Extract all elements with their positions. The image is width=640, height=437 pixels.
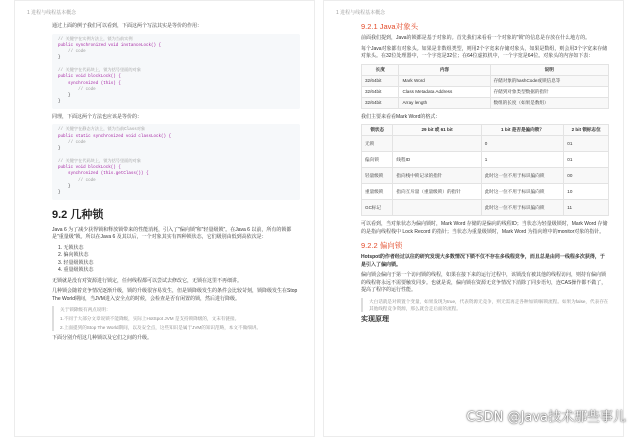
table-cell: 10 xyxy=(564,184,609,200)
table-cell: 0 xyxy=(481,136,564,152)
no-lock-paragraph: 无锁就是没有对资源进行锁定，任何线程都可以尝试去修改它，无锁在这里不再细讲。 xyxy=(52,277,243,284)
table-cell: 重量级锁 xyxy=(362,184,393,200)
code-line: } xyxy=(58,184,71,189)
watermark: CSDN @Java技术那些事儿 xyxy=(466,410,626,425)
table-cell: Mark Word xyxy=(399,75,490,86)
biased-lock-note xyxy=(361,298,609,312)
code-line: synchronized (this.getClass()) { xyxy=(58,172,149,177)
mid-paragraph: 同理，下面这两个方法也应该是等价的： xyxy=(52,113,143,120)
lock-state-list xyxy=(58,245,300,275)
code-line: } xyxy=(58,100,61,105)
page-header: 1 进程与线程基本概念 xyxy=(27,10,77,16)
code-line: public void blockLock() { xyxy=(58,166,121,171)
table-row xyxy=(362,152,609,168)
quote-line: 1.不同于大部分文章说锁不能降级，实际上HotSpot JVM 是支持锁降级的，文末有链接。 xyxy=(60,316,240,322)
table-header: 29 bit 或 61 bit xyxy=(393,125,481,136)
biased-lock-intro: Hotspot的作者经过以往的研究发现大多数情况下锁不仅不存在多线程竞争，而且总是由同一线程多次获得，于是引入了偏向锁。 xyxy=(361,254,605,268)
code-line: // code xyxy=(58,178,96,183)
quote-line: 2.上面提到的Stop The World期间，以及安全点，这些知识是属于JVM的知识范畴，本文不做细讲。 xyxy=(60,325,261,331)
table-header: 长度 xyxy=(362,64,399,75)
table-row xyxy=(362,168,609,184)
code-line: // code xyxy=(58,87,96,92)
table-cell: 指向互斥量（重量级锁）的指针 xyxy=(393,184,481,200)
table-cell: 指向栈中锁记录的指针 xyxy=(393,168,481,184)
table-cell: 轻量级锁 xyxy=(362,168,393,184)
table-cell: 01 xyxy=(564,152,609,168)
code-line: // 关键字在实例方法上，锁为当前实例 xyxy=(58,37,133,42)
object-header-desc: 每个Java对象都有对象头。如果是非数组类型，则用2个字宽来存储对象头，如果是数组，则会用3个字宽来存储对象头。在32位处理器中，一个字宽是32位；在64位虚拟机中，一个字宽是64位。对象头的内容如下表： xyxy=(361,45,608,59)
right-page-content xyxy=(361,17,609,326)
table-header: 说明 xyxy=(490,64,608,75)
code-line: // code xyxy=(58,140,86,145)
page-header: 1 进程与线程基本概念 xyxy=(336,10,386,16)
table-cell: 偏向锁 xyxy=(362,152,393,168)
section-title: 9.2 几种锁 xyxy=(52,208,104,221)
table-row xyxy=(362,200,609,216)
table-cell: 1 xyxy=(481,152,564,168)
code-block-class xyxy=(52,124,300,199)
list-item: 3. 轻量级锁状态 xyxy=(58,259,94,266)
object-header-table xyxy=(361,64,609,109)
table-cell: 此时这一位不用于标识偏向锁 xyxy=(481,168,564,184)
code-line: } xyxy=(58,147,61,152)
subsection-title-biased-lock: 9.2.2 偏向锁 xyxy=(361,241,403,250)
table-row xyxy=(362,136,609,152)
table-cell: GC标记 xyxy=(362,200,393,216)
table-cell: 数组的长度（如果是数组） xyxy=(490,97,608,108)
code-line: public static synchronized void classLock() { xyxy=(58,134,172,139)
mark-word-intro: 我们主要来看看Mark Word的格式： xyxy=(361,113,441,120)
downgrade-note xyxy=(52,306,300,331)
mark-word-explain: 可以看到，当对象状态为偏向锁时，Mark Word 存储的是偏向的线程ID；当状态为轻量级锁时，Mark Word 存储的是指向线程栈中 Lock Record 的指针；当状态为重量级锁时，Mark Word 为指向堆中的monitor对象的指针。 xyxy=(361,221,608,235)
table-header: 锁状态 xyxy=(362,125,393,136)
code-line: } xyxy=(58,94,71,99)
table-row xyxy=(362,86,609,97)
code-line: } xyxy=(58,191,61,196)
code-line: synchronized (this) { xyxy=(58,81,121,86)
table-cell: 32/64bit xyxy=(362,86,399,97)
list-item: 4. 重量级锁状态 xyxy=(58,267,94,274)
table-cell: Class Metadata Address xyxy=(399,86,490,97)
code-line: public synchronized void instanceLock() { xyxy=(58,43,162,48)
table-row xyxy=(362,184,609,200)
impl-principle-title: 实现原理 xyxy=(361,315,389,323)
table-header: 2 bit 锁标志位 xyxy=(564,125,609,136)
table-cell: 此时这一位不用于标识偏向锁 xyxy=(481,184,564,200)
table-header: 1 bit 是否是偏向锁？ xyxy=(481,125,564,136)
table-header: 内容 xyxy=(399,64,490,75)
list-item: 2. 偏向锁状态 xyxy=(58,252,89,259)
lock-intro-paragraph: Java 6 为了减少获得锁和释放锁带来的性能消耗，引入了"偏向锁"和"轻量级锁"。在Java 6 以前，所有的锁都是"重量级"锁。所以在Java 6 及其以后，一个对象其实有四种锁状态，它们级别由低到高依次是： xyxy=(52,226,292,241)
left-page-content xyxy=(52,23,300,346)
table-cell: 00 xyxy=(564,168,609,184)
code-line: // 关键字在静态方法上，锁为当前Class对象 xyxy=(58,128,146,133)
table-cell: 11 xyxy=(564,200,609,216)
table-cell: 存储对象的hashCode或锁信息等 xyxy=(490,75,608,86)
code-line: // 关键字在代码块上，锁为括号里面的对象 xyxy=(58,68,141,73)
quote-title: 关于锁降级有两点说明： xyxy=(60,307,111,313)
table-cell: Array length xyxy=(399,97,490,108)
table-cell: 线程ID xyxy=(393,152,481,168)
biased-lock-desc: 偏向锁会偏向于第一个访问锁的线程，如果在接下来的运行过程中，该锁没有被其他的线程访问，则持有偏向锁的线程将永远不需要触发同步。也就是说，偏向锁在资源无竞争情况下消除了同步语句，连CAS操作都不做了，提高了程序的运行性能。 xyxy=(361,272,607,293)
left-page xyxy=(14,0,315,437)
lock-upgrade-paragraph: 几种锁会随着竞争情况逐渐升级，锁的升级很容易发生，但是锁降级发生的条件会比较苛刻，锁降级发生在Stop The World期间，当JVM进入安全点的时候，会检查是否有闲置的锁，然后进行降级。 xyxy=(52,288,298,302)
code-line: // code xyxy=(58,50,86,55)
table-cell: 32/64bit xyxy=(362,97,399,108)
code-line: public void blockLock() { xyxy=(58,75,121,80)
closing-paragraph: 下面分别介绍这几种锁以及它们之间的升级。 xyxy=(52,335,153,342)
table-cell: 此时这一位不用于标识偏向锁 xyxy=(481,200,564,216)
table-cell xyxy=(393,136,481,152)
table-cell xyxy=(393,200,481,216)
mark-word-table xyxy=(361,124,609,216)
object-header-intro: 前面我们提到，Java的锁都是基于对象的。首先我们来看看一个对象的"锁"的信息是存放在什么地方的。 xyxy=(361,35,591,41)
code-line: } xyxy=(58,56,61,61)
table-cell: 32/64bit xyxy=(362,75,399,86)
code-block-instance xyxy=(52,34,300,109)
list-item: 1. 无锁状态 xyxy=(58,244,84,251)
table-row xyxy=(362,97,609,108)
quote-line: 大白话就是对锁置个变量，如果发现为true，代表资源无竞争，则无需再走各种加锁/解锁流程。如果为false，代表存在其他线程竞争资源，那么就会走后面的流程。 xyxy=(369,298,609,311)
subsection-title-object-header: 9.2.1 Java对象头 xyxy=(361,22,419,31)
table-cell: 无锁 xyxy=(362,136,393,152)
intro-paragraph: 通过上面的例子我们可以看到，下面这两个写法其实是等价的作用： xyxy=(52,23,203,29)
right-page xyxy=(323,0,624,437)
table-row xyxy=(362,75,609,86)
code-line: // 关键字在代码块上，锁为括号里面的对象 xyxy=(58,159,141,164)
table-cell: 存储到对象类型数据的指针 xyxy=(490,86,608,97)
table-cell: 01 xyxy=(564,136,609,152)
